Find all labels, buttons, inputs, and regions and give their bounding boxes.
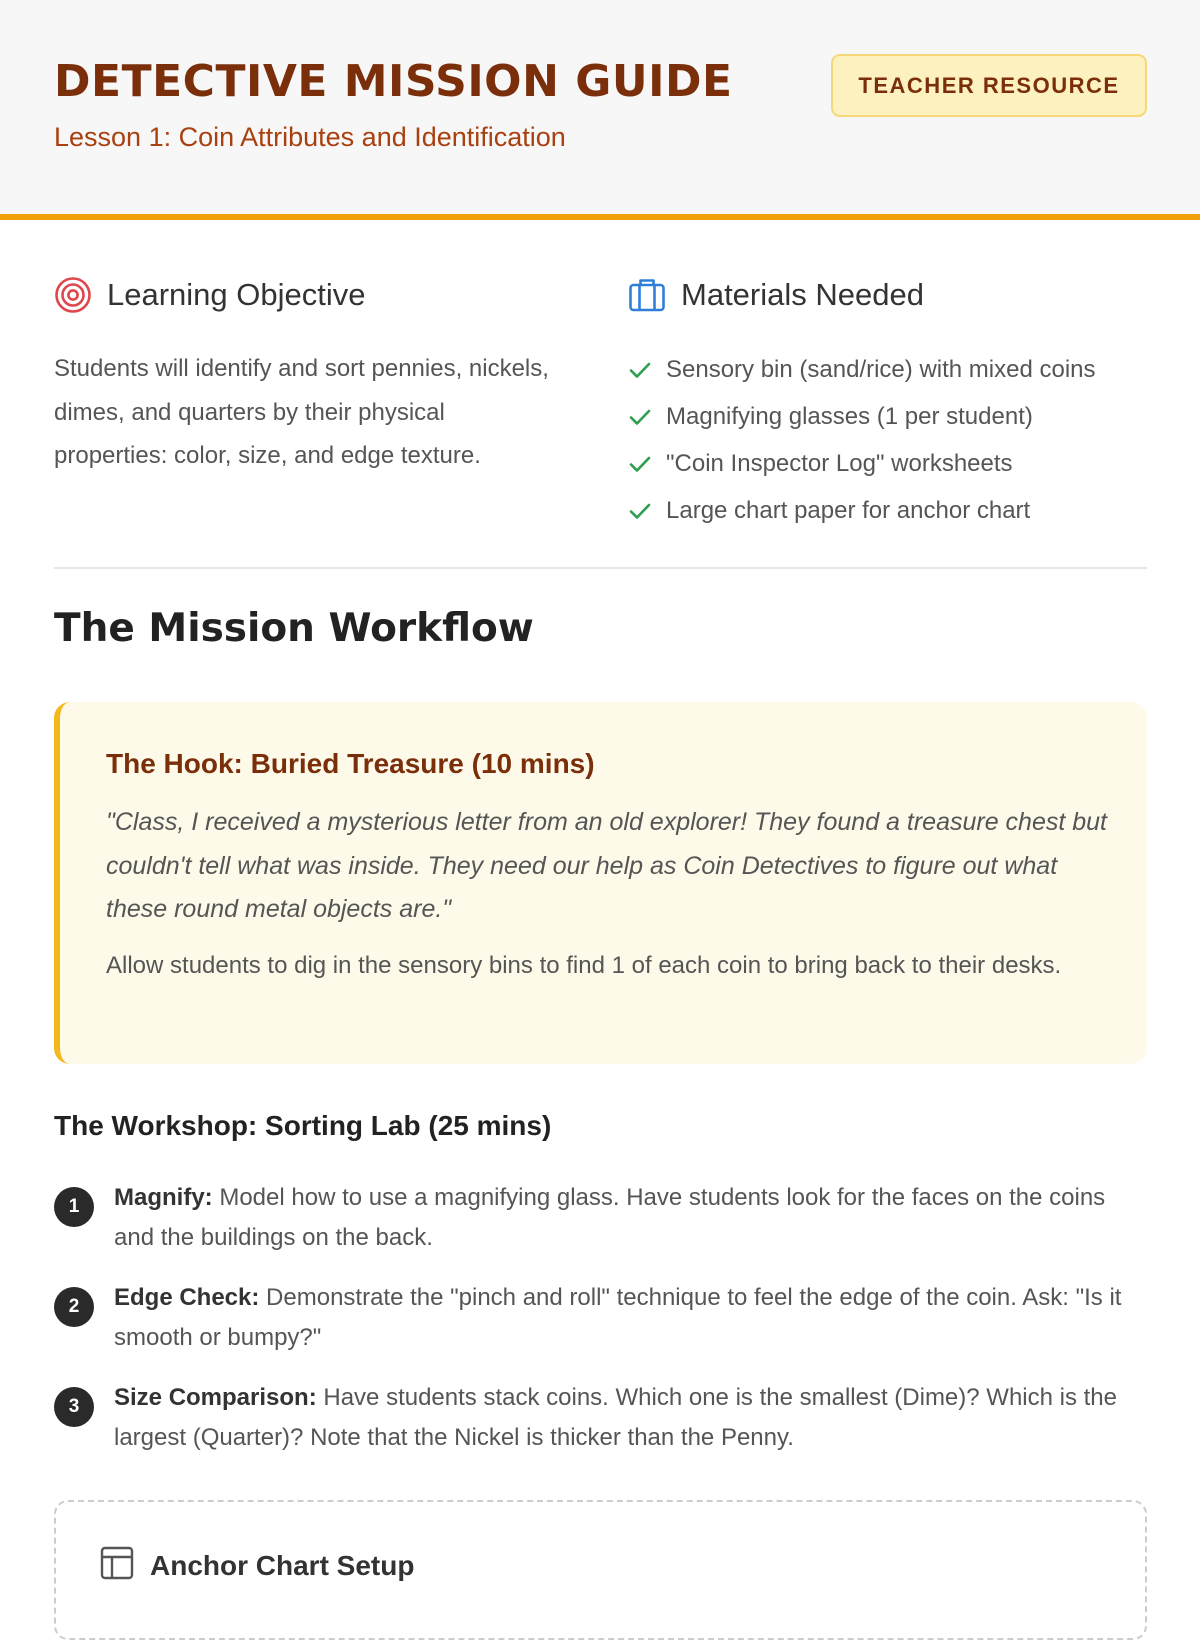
step-text [114, 1378, 1149, 1458]
target-icon [54, 276, 92, 314]
list-item [628, 393, 1096, 440]
teacher-resource-badge: TEACHER RESOURCE [831, 54, 1147, 117]
hook-quote: "Class, I received a mysterious letter from an old explorer! They found a treasure chest but couldn't tell what was inside. They need our help as Coin Detectives to figure out what these round metal objects are." [106, 808, 1108, 923]
step-text [114, 1178, 1149, 1258]
step-number: 2 [54, 1287, 94, 1327]
anchor-heading-text: Anchor Chart Setup [150, 1549, 415, 1581]
anchor-heading [100, 1546, 414, 1585]
materials-heading [628, 276, 924, 314]
step-description: Model how to use a magnifying glass. Have students look for the faces on the coins and the buildings on the back. [114, 1184, 1106, 1251]
step-label: Magnify: [114, 1184, 213, 1211]
anchor-chart-box [54, 1500, 1147, 1640]
objective-text: Students will identify and sort pennies, nickels, dimes, and quarters by their physical properties: color, size, and edge texture. [54, 355, 549, 469]
materials-list [628, 346, 1096, 534]
step-description: Have students stack coins. Which one is the smallest (Dime)? Which is the largest (Quarter)? Note that the Nickel is thicker than the Penny. [114, 1384, 1117, 1451]
objective-heading-text: Learning Objective [107, 277, 366, 312]
material-text: "Coin Inspector Log" worksheets [666, 449, 1013, 477]
check-icon [628, 358, 652, 382]
page-header [0, 0, 1200, 220]
list-item [628, 346, 1096, 393]
materials-heading-text: Materials Needed [681, 277, 924, 312]
list-item [628, 440, 1096, 487]
hook-note: Allow students to dig in the sensory bins to find 1 of each coin to bring back to their desks. [106, 952, 1062, 979]
check-icon [628, 452, 652, 476]
check-icon [628, 499, 652, 523]
check-icon [628, 405, 652, 429]
list-item [628, 487, 1096, 534]
briefcase-icon [628, 276, 666, 314]
lesson-subtitle: Lesson 1: Coin Attributes and Identification [54, 122, 566, 152]
hook-title: The Hook: Buried Treasure (10 mins) [106, 748, 595, 779]
layout-icon [100, 1546, 134, 1585]
step-description: Demonstrate the "pinch and roll" technique to feel the edge of the coin. Ask: "Is it smooth or bumpy?" [114, 1284, 1122, 1351]
step-number: 3 [54, 1387, 94, 1427]
page-title: DETECTIVE MISSION GUIDE [54, 56, 733, 107]
step-text [114, 1278, 1149, 1358]
material-text: Large chart paper for anchor chart [666, 496, 1031, 524]
hook-callout [54, 702, 1147, 1064]
workflow-title: The Mission Workflow [54, 606, 534, 651]
section-divider [54, 567, 1147, 569]
step-label: Edge Check: [114, 1284, 260, 1311]
step-number: 1 [54, 1187, 94, 1227]
workshop-title: The Workshop: Sorting Lab (25 mins) [54, 1110, 552, 1141]
material-text: Magnifying glasses (1 per student) [666, 402, 1033, 430]
material-text: Sensory bin (sand/rice) with mixed coins [666, 355, 1096, 383]
step-label: Size Comparison: [114, 1384, 317, 1411]
objective-heading [54, 276, 366, 314]
